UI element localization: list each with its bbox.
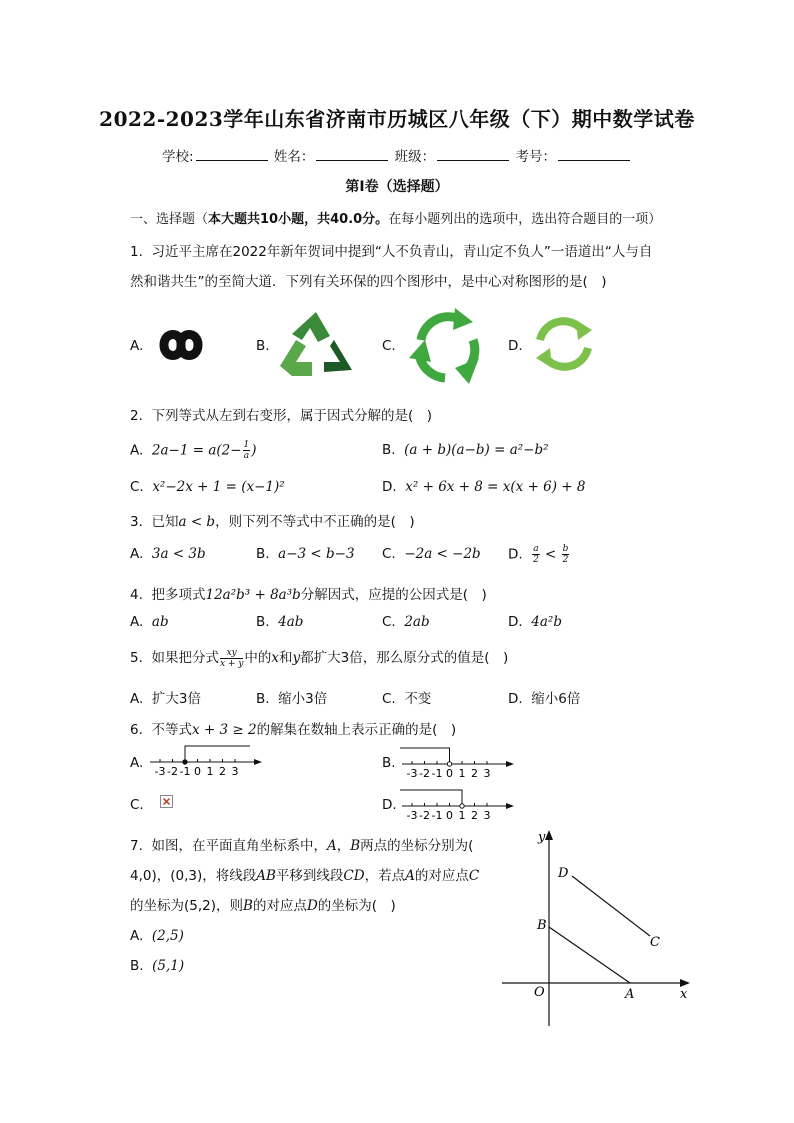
q5-option-d[interactable]: D. 缩小6倍 bbox=[508, 691, 581, 707]
refresh-arrows-icon bbox=[530, 312, 598, 376]
tick-label: -1 bbox=[179, 765, 191, 778]
part1-heading: 一、选择题（本大题共10小题，共40.0分。在每小题列出的选项中，选出符合题目的一项） bbox=[130, 212, 662, 227]
number-line-b bbox=[402, 742, 522, 784]
point-c-label: C bbox=[650, 935, 660, 950]
recycle-triangle-icon bbox=[278, 310, 354, 380]
q2-option-c[interactable]: C. x²−2x + 1 = (x−1)² bbox=[130, 479, 285, 495]
tick-label: 0 bbox=[194, 765, 201, 778]
tick-label: -1 bbox=[431, 809, 443, 822]
q1-option-c-label[interactable]: C. bbox=[382, 338, 396, 354]
recycle-circle-arrows-icon bbox=[405, 306, 489, 388]
solution-ray bbox=[400, 790, 462, 804]
q6-stem: 6. 不等式x + 3 ≥ 2的解集在数轴上表示正确的是( ) bbox=[130, 722, 457, 738]
q5-option-c[interactable]: C. 不变 bbox=[382, 691, 432, 707]
y-axis-label: y bbox=[538, 830, 546, 845]
x-axis-arrow bbox=[680, 979, 690, 987]
q5-stem: 5. 如果把分式 $\frac{xy}{x + y}$ 中的x和y都扩大3倍，那么原分式的值是( ) bbox=[130, 647, 509, 669]
tick-label: -3 bbox=[154, 765, 166, 778]
tick-label: 2 bbox=[471, 767, 478, 780]
exam-number-blank[interactable] bbox=[558, 148, 630, 161]
q1-option-b-label[interactable]: B. bbox=[256, 338, 270, 354]
solution-ray bbox=[185, 746, 250, 760]
tick-label: -3 bbox=[406, 809, 418, 822]
broken-image-icon bbox=[160, 795, 174, 809]
y-axis-arrow bbox=[545, 830, 553, 840]
tick-label: -2 bbox=[419, 767, 430, 780]
tick-label: 1 bbox=[206, 765, 214, 778]
q2-option-d[interactable]: D. x² + 6x + 8 = x(x + 6) + 8 bbox=[382, 479, 586, 495]
tick-label: 3 bbox=[231, 765, 239, 778]
q4-option-b[interactable]: B. 4ab bbox=[256, 614, 304, 630]
q1-line2: 然和谐共生”的至简大道．下列有关环保的四个图形中，是中心对称图形的是( ) bbox=[130, 274, 607, 290]
tick-label: 2 bbox=[471, 809, 478, 822]
tick-label: 3 bbox=[483, 809, 491, 822]
q6-option-c-label[interactable]: C. bbox=[130, 797, 144, 813]
tick-label: -2 bbox=[167, 765, 178, 778]
segment-ab bbox=[549, 927, 630, 983]
solution-endpoint bbox=[447, 762, 451, 766]
school-label: 学校: bbox=[162, 149, 194, 165]
point-a-label: A bbox=[625, 987, 635, 1002]
class-blank[interactable] bbox=[437, 148, 509, 161]
tick-label: 1 bbox=[458, 767, 466, 780]
q7-line3: 的坐标为(5,2)，则B的对应点D的坐标为( ) bbox=[130, 898, 396, 914]
tick-label: 0 bbox=[446, 767, 453, 780]
student-info-line bbox=[0, 145, 794, 165]
tick-label: -3 bbox=[406, 767, 418, 780]
q4-stem: 4. 把多项式12a²b³ + 8a³b分解因式，应提的公因式是( ) bbox=[130, 587, 487, 603]
solution-endpoint bbox=[460, 804, 464, 808]
exam-number-label: 考号： bbox=[515, 149, 556, 165]
q7-option-b[interactable]: B. (5,1) bbox=[130, 958, 185, 974]
q7-line2: 4,0)，(0,3)，将线段AB平移到线段CD，若点A的对应点C bbox=[130, 868, 480, 884]
q5-option-a[interactable]: A. 扩大3倍 bbox=[130, 691, 201, 707]
q4-option-a[interactable]: A. ab bbox=[130, 614, 169, 630]
tick-label: -1 bbox=[431, 767, 443, 780]
tick-label: 1 bbox=[458, 809, 466, 822]
axis-arrow bbox=[506, 761, 514, 767]
q5-option-b[interactable]: B. 缩小3倍 bbox=[256, 691, 328, 707]
number-line-d bbox=[402, 784, 522, 826]
axis-arrow bbox=[254, 759, 262, 765]
point-d-label: D bbox=[558, 866, 569, 881]
tick-label: 0 bbox=[446, 809, 453, 822]
q1-option-d-label[interactable]: D. bbox=[508, 338, 523, 354]
exam-title: 2022-2023学年山东省济南市历城区八年级（下）期中数学试卷 bbox=[99, 107, 695, 131]
q1-line1: 1. 习近平主席在2022年新年贺词中提到“人不负青山，青山定不负人”一语道出“人与自 bbox=[130, 244, 653, 260]
name-label: 姓名： bbox=[273, 149, 315, 165]
tick-label: 2 bbox=[219, 765, 226, 778]
coordinate-figure bbox=[500, 826, 700, 1030]
q2-option-a[interactable]: A. 2a−1 = a(2− $\frac{1}{a}$ ) bbox=[130, 440, 257, 461]
point-b-label: B bbox=[537, 918, 547, 933]
solution-ray bbox=[400, 748, 450, 762]
number-line-a bbox=[150, 740, 270, 782]
section-title: 第I卷（选择题） bbox=[345, 179, 449, 195]
q4-option-c[interactable]: C. 2ab bbox=[382, 614, 430, 630]
school-blank[interactable] bbox=[196, 148, 268, 161]
q2-stem: 2. 下列等式从左到右变形，属于因式分解的是( ) bbox=[130, 408, 433, 424]
tick-label: -2 bbox=[419, 809, 430, 822]
q3-option-a[interactable]: A. 3a < 3b bbox=[130, 546, 206, 562]
q7-line1: 7. 如图，在平面直角坐标系中，A，B两点的坐标分别为( bbox=[130, 838, 474, 854]
q2-option-b[interactable]: B. (a + b)(a−b) = a²−b² bbox=[382, 442, 549, 458]
q6-option-a-label[interactable]: A. bbox=[130, 755, 144, 771]
q3-option-c[interactable]: C. −2a < −2b bbox=[382, 546, 481, 562]
q4-option-d[interactable]: D. 4a²b bbox=[508, 614, 562, 630]
q7-option-a[interactable]: A. (2,5) bbox=[130, 928, 184, 944]
tick-label: 3 bbox=[483, 767, 491, 780]
q6-option-b-label[interactable]: B. bbox=[382, 755, 396, 771]
name-blank[interactable] bbox=[316, 148, 388, 161]
x-axis-label: x bbox=[680, 987, 688, 1002]
q6-option-d-label[interactable]: D. bbox=[382, 797, 397, 813]
solution-endpoint bbox=[183, 760, 187, 764]
q3-option-b[interactable]: B. a−3 < b−3 bbox=[256, 546, 355, 562]
axis-arrow bbox=[506, 803, 514, 809]
q3-option-d[interactable]: D. $\frac{a}{2}$ < $\frac{b}{2}$ bbox=[508, 544, 569, 565]
class-label: 班级： bbox=[394, 149, 436, 165]
q3-stem: 3. 已知a < b，则下列不等式中不正确的是( ) bbox=[130, 514, 415, 530]
segment-cd bbox=[572, 876, 650, 936]
q1-option-a-label[interactable]: A. bbox=[130, 338, 144, 354]
origin-label: O bbox=[534, 985, 545, 1000]
infinity-icon bbox=[150, 325, 212, 365]
